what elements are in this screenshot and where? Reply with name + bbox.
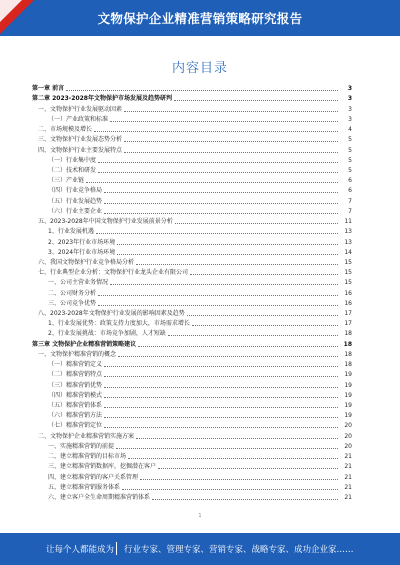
toc-entry-page: 16 [344, 299, 352, 307]
toc-entry-page: 18 [344, 361, 352, 369]
toc-entry-page: 13 [344, 228, 352, 236]
toc-entry-page: 3 [347, 85, 352, 93]
toc-entry[interactable] [32, 319, 352, 329]
toc-entry-text: 1、行业发展优势：政策支持力度加大，市场需求增长 [48, 320, 190, 328]
toc-entry-page: 5 [348, 156, 352, 164]
toc-entry-page: 18 [343, 340, 352, 348]
toc-entry-text: 一、公司主营业务情况 [48, 279, 109, 287]
toc-entry-text: 1、行业发展机遇 [48, 228, 94, 236]
toc-entry-text: 一、文物保护精准营销的概念 [38, 350, 117, 358]
toc-entry-page: 18 [344, 350, 352, 358]
toc-entry[interactable] [32, 145, 352, 155]
toc-entry-text: （七）精准营销定位 [48, 422, 103, 430]
toc-leader-dots [158, 468, 338, 469]
toc-entry-page: 17 [344, 310, 352, 318]
report-title: 文物保护企业精准营销策略研究报告 [97, 11, 303, 26]
toc-entry[interactable] [32, 431, 352, 441]
toc-leader-dots [187, 315, 338, 316]
toc-entry[interactable] [32, 166, 352, 176]
toc-leader-dots [104, 366, 338, 367]
toc-entry-text: （五）精准营销体系 [48, 402, 103, 409]
toc-entry-page: 15 [344, 258, 352, 266]
toc-leader-dots [117, 244, 338, 245]
toc-leader-dots [117, 254, 338, 255]
toc-entry-text: （二）精准营销特点 [48, 371, 103, 379]
toc-entry[interactable] [32, 207, 352, 217]
toc-entry[interactable] [32, 401, 352, 411]
toc-entry-page: 18 [344, 330, 352, 338]
toc-leader-dots [94, 131, 338, 132]
toc-entry-text: 六、建立客户全生命周期精准营销体系 [48, 493, 151, 501]
toc-leader-dots [190, 274, 338, 275]
toc-leader-dots [110, 121, 338, 122]
toc-entry-text: 第一章 前言 [32, 85, 65, 93]
toc-entry-page: 6 [348, 177, 352, 185]
toc-entry-text: 3、2024年行业市场环境 [48, 248, 116, 256]
toc-entry[interactable] [32, 94, 352, 104]
toc-entry-text: 一、文物保护行业发展驱动因素 [38, 105, 123, 113]
toc-entry-text: 二、建立精准营销的目标市场 [48, 453, 127, 461]
toc-leader-dots [104, 427, 338, 428]
toc-entry-text: （六）行业主要企业 [48, 207, 103, 215]
toc-entry-page: 7 [348, 197, 352, 205]
toc-entry[interactable] [32, 176, 352, 186]
toc-leader-dots [192, 325, 338, 326]
toc-entry-text: 五、建立精准营销服务体系 [48, 483, 121, 491]
toc-entry-page: 13 [344, 238, 352, 246]
toc-leader-dots [175, 223, 338, 224]
toc-entry-text: 四、建立精准营销的客户关系管理 [48, 473, 139, 481]
toc-entry-page: 5 [348, 166, 352, 174]
toc-entry-page: 14 [344, 248, 352, 256]
toc-entry[interactable] [32, 115, 352, 125]
toc-leader-dots [124, 141, 338, 142]
toc-leader-dots [104, 417, 338, 418]
toc-entry[interactable] [32, 452, 352, 462]
toc-entry-page: 20 [344, 432, 352, 440]
toc-entry-page: 3 [347, 95, 352, 103]
toc-entry-text: 2、行业发展挑战：市场竞争加剧，人才短缺 [48, 330, 166, 338]
toc-leader-dots [122, 489, 338, 490]
toc-entry[interactable] [32, 237, 352, 247]
toc-leader-dots [116, 448, 338, 449]
toc-heading: 内容目录 [171, 61, 228, 76]
page-marker: 1 [198, 513, 202, 519]
toc-entry[interactable] [32, 227, 352, 237]
toc-entry-page: 19 [344, 391, 352, 399]
toc-leader-dots [104, 213, 338, 214]
toc-leader-dots [168, 335, 338, 336]
toc-entry[interactable] [32, 217, 352, 227]
toc-leader-dots [104, 387, 338, 388]
toc-entry-text: （四）精准营销模式 [48, 391, 103, 399]
toc-leader-dots [98, 172, 338, 173]
toc-entry[interactable] [32, 278, 352, 288]
toc-entry[interactable] [32, 493, 352, 503]
toc-entry[interactable] [32, 339, 352, 349]
toc-entry-text: 2、2023年行业市场环境 [48, 238, 116, 246]
toc-entry[interactable] [32, 483, 352, 493]
toc-entry[interactable] [32, 370, 352, 380]
toc-leader-dots [138, 346, 338, 347]
toc-entry-page: 7 [348, 207, 352, 215]
toc-entry-page: 16 [344, 289, 352, 297]
toc-entry-page: 20 [344, 422, 352, 430]
toc-entry[interactable] [32, 380, 352, 390]
toc-entry-text: （三）产业链 [48, 177, 85, 185]
toc-entry-text: （四）行业竞争格局 [48, 187, 103, 195]
footer-banner [0, 533, 400, 565]
toc-entry[interactable] [32, 360, 352, 370]
footer-slogan-left: 让每个人都能成为 [46, 545, 115, 555]
toc-leader-dots [110, 284, 338, 285]
toc-entry-page: 17 [344, 320, 352, 328]
toc-entry-page: 21 [344, 453, 352, 461]
toc-entry-page: 15 [344, 279, 352, 287]
toc-entry[interactable] [32, 421, 352, 431]
toc-entry-text: （三）精准营销优势 [48, 381, 103, 389]
toc-entry[interactable] [32, 125, 352, 135]
toc-leader-dots [152, 499, 338, 500]
toc-entry-text: （一）精准营销定义 [48, 361, 103, 369]
toc-leader-dots [104, 397, 338, 398]
toc-entry-text: 第三章 文物保护企业精准营销策略建议 [32, 340, 137, 348]
toc-entry-page: 3 [348, 115, 352, 123]
toc-entry-text: 第二章 2023-2028年文物保护市场发展及趋势研判 [32, 95, 172, 103]
toc-entry-page: 21 [344, 483, 352, 491]
toc-leader-dots [98, 162, 338, 163]
toc-entry[interactable] [32, 186, 352, 196]
toc-leader-dots [98, 305, 338, 306]
toc-entry-text: 七、行业典型企业分析：文物保护行业龙头企业有限公司 [38, 269, 189, 277]
toc-entry[interactable] [32, 104, 352, 114]
toc-entry-page: 20 [344, 442, 352, 450]
toc-leader-dots [98, 295, 338, 296]
toc-entry-page: 21 [344, 493, 352, 501]
toc-entry-text: 六、我国文物保护行业竞争格局分析 [38, 258, 135, 266]
toc-entry-page: 15 [344, 269, 352, 277]
toc-leader-dots [86, 182, 338, 183]
toc-entry-text: （一）行业集中度 [48, 156, 97, 164]
toc-leader-dots [118, 356, 338, 357]
toc-entry[interactable] [32, 84, 352, 94]
toc-leader-dots [140, 479, 338, 480]
toc-leader-dots [124, 152, 338, 153]
toc-entry-text: （二）技术和研发 [48, 166, 97, 174]
toc-entry-text: （六）精准营销方法 [48, 412, 103, 420]
table-of-contents [32, 84, 352, 503]
toc-leader-dots [124, 111, 338, 112]
toc-entry[interactable] [32, 391, 352, 401]
toc-entry-text: 二、文物保护企业精准营销实施方案 [38, 432, 135, 440]
toc-entry-page: 4 [348, 126, 352, 134]
toc-entry[interactable] [32, 442, 352, 452]
toc-entry[interactable] [32, 288, 352, 298]
footer-divider [116, 542, 117, 555]
toc-entry-text: （五）行业发展趋势 [48, 197, 103, 205]
toc-leader-dots [96, 233, 338, 234]
toc-leader-dots [104, 203, 338, 204]
toc-entry-page: 21 [344, 473, 352, 481]
toc-entry[interactable] [32, 196, 352, 206]
footer-slogan-right: 行业专家、管理专家、营销专家、战略专家、成功企业家…… [124, 545, 354, 555]
toc-entry[interactable] [32, 248, 352, 258]
toc-entry-page: 11 [344, 218, 352, 226]
toc-entry-text: 三、公司竞争优势 [48, 299, 97, 307]
toc-entry[interactable] [32, 299, 352, 309]
toc-entry[interactable] [32, 156, 352, 166]
toc-entry-page: 5 [348, 136, 352, 144]
toc-entry-text: 八、2023-2028年文物保护行业发展的影响因素及趋势 [38, 310, 185, 318]
toc-leader-dots [136, 264, 338, 265]
toc-entry-text: 五、2023-2028年中国文物保护行业发展前景分析 [38, 218, 173, 226]
toc-leader-dots [136, 438, 338, 439]
toc-entry-page: 3 [348, 105, 352, 113]
toc-entry-text: 三、文物保护行业发展态势分析 [38, 136, 123, 144]
toc-entry-page: 5 [348, 146, 352, 154]
header-banner [0, 0, 400, 36]
toc-entry-page: 19 [344, 371, 352, 379]
toc-entry[interactable] [32, 411, 352, 421]
toc-leader-dots [104, 407, 338, 408]
toc-entry-page: 6 [348, 187, 352, 195]
toc-leader-dots [174, 100, 338, 101]
toc-entry-text: 一、实施精准营销的前提 [48, 442, 115, 450]
toc-entry[interactable] [32, 472, 352, 482]
toc-entry[interactable] [32, 309, 352, 319]
toc-leader-dots [104, 192, 338, 193]
toc-leader-dots [66, 90, 338, 91]
toc-entry-text: 二、市场规模及增长 [38, 126, 93, 134]
toc-entry-page: 21 [344, 463, 352, 471]
toc-entry-text: 三、建立精准营销数据库，挖掘潜在客户 [48, 463, 157, 471]
toc-entry-page: 19 [344, 412, 352, 420]
toc-entry-page: 19 [344, 402, 352, 409]
toc-entry[interactable] [32, 135, 352, 145]
toc-entry[interactable] [32, 350, 352, 360]
toc-entry-page: 19 [344, 381, 352, 389]
toc-entry[interactable] [32, 462, 352, 472]
toc-leader-dots [128, 458, 338, 459]
toc-entry-text: （一）产业政策和标准 [48, 115, 109, 123]
toc-entry[interactable] [32, 329, 352, 339]
toc-entry[interactable] [32, 258, 352, 268]
toc-entry[interactable] [32, 268, 352, 278]
toc-leader-dots [104, 376, 338, 377]
toc-entry-text: 二、公司财务分析 [48, 289, 97, 297]
toc-entry-text: 四、文物保护行业主要发展特点 [38, 146, 123, 154]
